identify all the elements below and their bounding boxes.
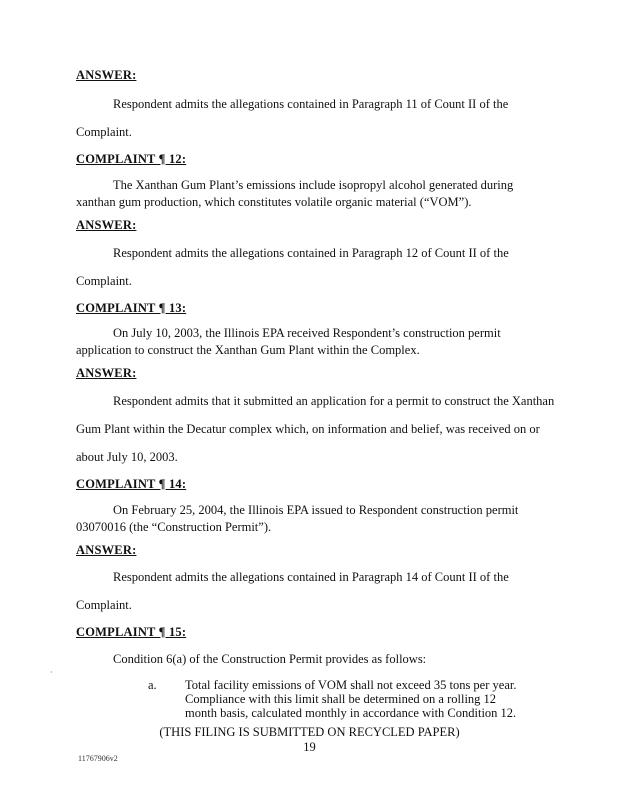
complaint-text: On July 10, 2003, the Illinois EPA received Respondent’s construction permit application to construct the Xanthan Gum Plant within the Complex.: [76, 326, 501, 357]
answer-text: Respondent admits the allegations contained in Paragraph 11 of Count II of the: [113, 97, 509, 111]
answer-text: Respondent admits that it submitted an application for a permit to construct the Xanthan: [113, 394, 555, 408]
complaint-heading: COMPLAINT ¶ 13:: [76, 301, 187, 315]
complaint-heading: COMPLAINT ¶ 12:: [76, 152, 187, 166]
document-id: 11767906v2: [78, 754, 118, 763]
answer-text-continued: Gum Plant within the Decatur complex which, on information and belief, was received on or: [76, 422, 540, 436]
answer-heading: ANSWER:: [76, 366, 137, 380]
complaint-heading: COMPLAINT ¶ 15:: [76, 625, 187, 639]
recycled-paper-notice: (THIS FILING IS SUBMITTED ON RECYCLED PAPER): [159, 725, 460, 739]
complaint-text: Condition 6(a) of the Construction Permit provides as follows:: [113, 652, 427, 666]
answer-text-continued: Complaint.: [76, 125, 132, 139]
answer-text-continued: Complaint.: [76, 598, 132, 612]
answer-heading: ANSWER:: [76, 218, 137, 232]
complaint-text: The Xanthan Gum Plant’s emissions include isopropyl alcohol generated during xanthan gum production, which constitutes volatile organic material (“VOM”).: [76, 178, 514, 209]
page-number: 19: [303, 740, 316, 754]
complaint-heading: COMPLAINT ¶ 14:: [76, 477, 187, 491]
answer-text-continued: Complaint.: [76, 274, 132, 288]
answer-text: Respondent admits the allegations contained in Paragraph 12 of Count II of the: [113, 246, 509, 260]
answer-text-continued: about July 10, 2003.: [76, 450, 178, 464]
answer-heading: ANSWER:: [76, 543, 137, 557]
answer-text: Respondent admits the allegations contained in Paragraph 14 of Count II of the: [113, 570, 509, 584]
list-item-text: Total facility emissions of VOM shall not exceed 35 tons per year. Compliance with this limit shall be determined on a rolling 12 month basis, calculated monthly in accordance with Condition 12.: [185, 678, 517, 720]
margin-mark: ·: [50, 668, 53, 677]
complaint-text: On February 25, 2004, the Illinois EPA issued to Respondent construction permit 03070016 (the “Construction Permit”).: [76, 503, 519, 534]
list-item-marker: a.: [148, 678, 157, 692]
answer-heading: ANSWER:: [76, 68, 137, 82]
